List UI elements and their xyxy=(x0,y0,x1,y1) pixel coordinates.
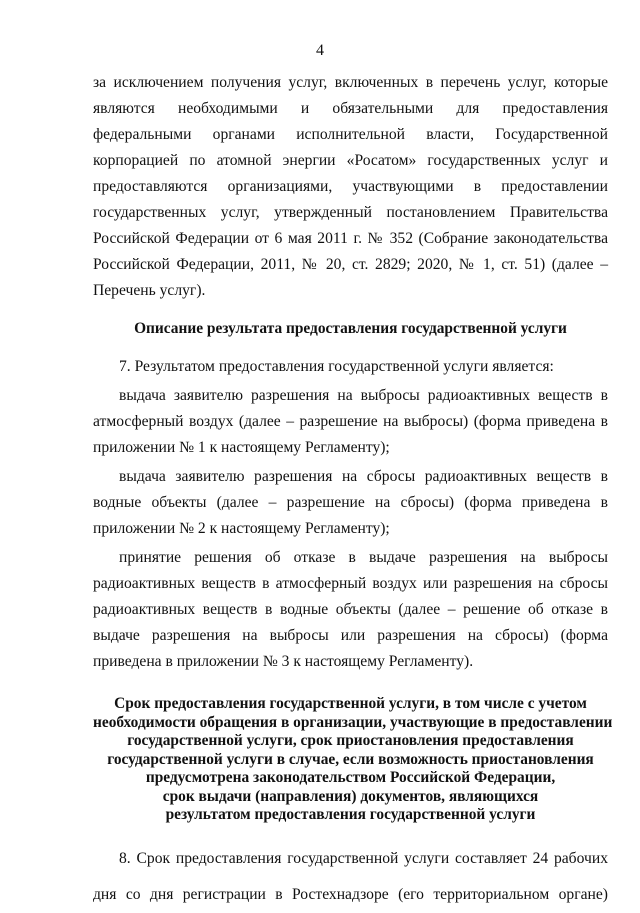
result-item-refusal: принятие решения об отказе в выдаче разрешения на выбросы радиоактивных веществ в атмосферный воздух или разрешения на сбросы радиоактивных веществ в водные объекты (далее – решение об отказе в выдаче разрешения на выбросы или разрешения на сбросы) (форма приведена в приложении № 3 к настоящему Регламенту). xyxy=(93,549,608,670)
heading-line: государственной услуги в случае, если возможность приостановления xyxy=(107,750,594,768)
item-8: 8. Срок предоставления государственной услуги составляет 24 рабочих дня со дня регистрации в Ростехнадзоре (его территориальном органе) xyxy=(93,849,608,903)
item-7: 7. Результатом предоставления государственной услуги является: xyxy=(119,358,554,375)
heading-line: срок выдачи (направления) документов, являющихся xyxy=(162,787,539,805)
heading-line: результатом предоставления государственной услуги xyxy=(165,806,536,823)
page-number: 4 xyxy=(316,42,324,59)
intro-paragraph: за исключением получения услуг, включенных в перечень услуг, которые являются необходимыми и обязательными для предоставления федеральными органами исполнительной власти, Государственной корпорацией по атомной энергии «Росатом» государственных услуг и предоставляются организациями, участвующими в предоставлении государственных услуг, утвержденный постановлением Правительства Российской Федерации от 6 мая 2011 г. № 352 (Собрание законодательства Российской Федерации, 2011, № 20, ст. 2829; 2020, № 1, ст. 51) (далее – Перечень услуг). xyxy=(93,74,608,299)
heading-line: предусмотрена законодательством Российской Федерации, xyxy=(145,769,556,786)
heading-line: Срок предоставления государственной услуги, в том числе с учетом xyxy=(114,695,587,712)
heading-line: необходимости обращения в организации, участвующие в предоставлении xyxy=(93,713,613,731)
result-item-emissions: выдача заявителю разрешения на выбросы радиоактивных веществ в атмосферный воздух (далее – разрешение на выбросы) (форма приведена в приложении № 1 к настоящему Регламенту); xyxy=(93,387,608,456)
heading-line: государственной услуги, срок приостановления предоставления xyxy=(127,732,574,749)
section-heading-term xyxy=(93,695,613,825)
result-item-discharges: выдача заявителю разрешения на сбросы радиоактивных веществ в водные объекты (далее – разрешение на сбросы) (форма приведена в приложении № 2 к настоящему Регламенту); xyxy=(93,468,608,537)
document-body xyxy=(93,70,613,913)
section-heading-result: Описание результата предоставления государственной услуги xyxy=(134,320,567,337)
